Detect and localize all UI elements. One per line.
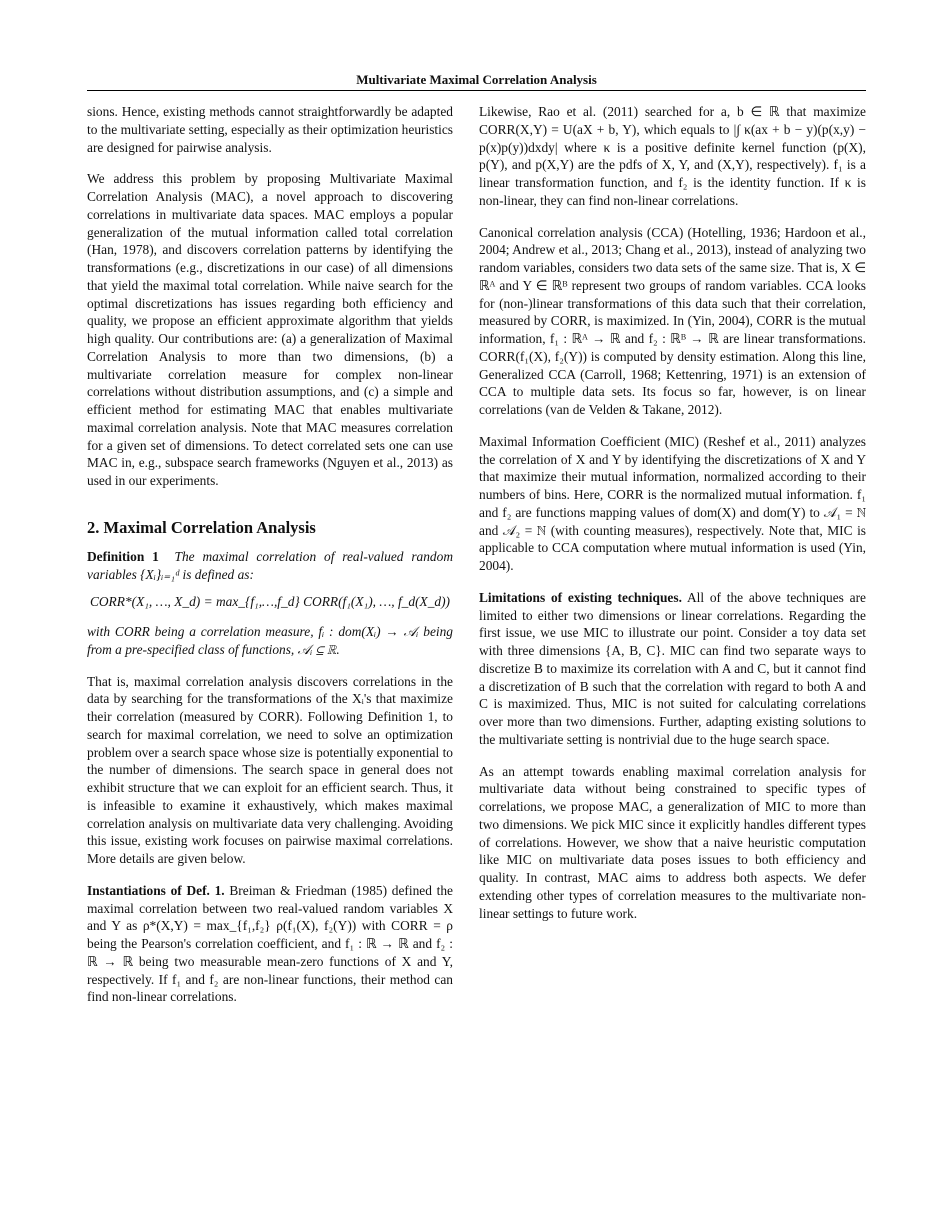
definition-label: Definition 1 (87, 548, 159, 564)
paragraph (87, 882, 453, 1006)
paragraph: sions. Hence, existing methods cannot straightforwardly be adapted to the multivariate setting, especially as their optimization heuristics are designed for pairwise analysis. (87, 104, 453, 155)
paragraph: Canonical correlation analysis (CCA) (Hotelling, 1936; Hardoon et al., 2004; Andrew et al., 2013; Chang et al., 2013), instead of analyzing two random variables, considers two data sets of the same size. That is, X ∈ ℝᴬ and Y ∈ ℝᴮ represent two groups of random variables. CCA looks for (non-)linear transformations of this data such that their correlation, measured by CORR, is maximized. In (Yin, 2004), CORR is the mutual information, f₁ : ℝᴬ → ℝ and f₂ : ℝᴮ → ℝ are linear transformations. CORR(f₁(X), f₂(Y)) is computed by density estimation. Along this line, Generalized CCA (Carroll, 1968; Kettenring, 1971) is an extension of CCA to multiple data sets. Its focus so far, however, is on linear correlations (van de Velden & Takane, 2012). (479, 224, 866, 417)
paragraph-text: All of the above techniques are limited to either two dimensions or linear correlations. Regarding the first issue, we use MIC to illustrate our point. Consider a toy data set with three dimensions {A, B, C}. MIC can find two separate ways to discretize B to maximize its correlation with A and C, but it cannot find a discretization of B such that the correlation with regard to both A and C is maximized. Thus, MIC is not suited for calculating correlations over more than two dimensions. Further, adapting existing solutions to the multivariate setting is nontrivial due to the huge search space. (479, 589, 866, 747)
run-in-heading: Limitations of existing techniques. (479, 589, 682, 605)
paragraph (479, 589, 866, 749)
paragraph: That is, maximal correlation analysis discovers correlations in the data by searching for the transformations of the Xᵢ's that maximize their correlation (measured by CORR). Following Definition 1, to search for maximal correlation, we need to solve an optimization problem over a search space whose size is potentially exponential to the number of dimensions. The search space in general does not exhibit structure that we can exploit for an efficient search. Thus, it is infeasible to examine it exhaustively, which makes maximal correlation analysis on multivariate data very challenging. Avoiding this issue, existing work focuses on pairwise maximal correlations. More details are given below. (87, 673, 453, 866)
definition-1 (87, 548, 453, 584)
paragraph: We address this problem by proposing Multivariate Maximal Correlation Analysis (MAC), a novel approach to discovering correlations in multivariate data spaces. MAC employs a popular generalization of the mutual information called total correlation (Han, 1978), and discovers correlation patterns by identifying the transformations (e.g., discretizations in our case) of all dimensions that yield the maximal total correlation. While naive search for the optimal discretizations has issues regarding both efficiency and quality, we propose an efficient approximate algorithm that yields high quality. Our contributions are: (a) a generalization of Maximal Correlation Analysis to more than two dimensions, (b) a multivariate correlation measure for complex non-linear correlations without distribution assumptions, and (c) a simple and efficient method for estimating MAC that enables multivariate maximal correlation analysis. Note that MAC measures correlation for a given set of dimensions. To detect correlated sets one can use MAC in, e.g., subspace search frameworks (Nguyen et al., 2013) as used in our experiments. (87, 171, 453, 488)
definition-text: The maximal correlation of real-valued random variables {Xᵢ}ᵢ₌₁ᵈ is defined as: (87, 548, 453, 582)
right-column (479, 103, 866, 936)
header-rule (87, 90, 866, 91)
equation: CORR*(X₁, …, X_d) = max_{f₁,…,f_d} CORR(f₁(X₁), …, f_d(X_d)) (89, 594, 451, 610)
paragraph-text: Breiman & Friedman (1985) defined the maximal correlation between two real-valued random variables X and Y as ρ*(X,Y) = max_{f₁,f₂} ρ(f₁(X), f₂(Y)) with CORR = ρ being the Pearson's correlation coefficient, and f₁ : ℝ → ℝ and f₂ : ℝ → ℝ being two measurable mean-zero functions of X and Y, respectively. If f₁ and f₂ are non-linear functions, their method can find non-linear correlations. (87, 882, 453, 1005)
run-in-heading: Instantiations of Def. 1. (87, 882, 225, 898)
paragraph: Likewise, Rao et al. (2011) searched for a, b ∈ ℝ that maximize CORR(X,Y) = U(aX + b, Y), which equals to |∫ κ(ax + b − y)(p(x,y) − p(x)p(y))dxdy| where κ is a positive definite kernel function (p(X), p(Y), and p(X,Y) are the pdfs of X, Y, and (X,Y), respectively). f₁ is a linear transformation function, and f₂ is the identity function. If κ is non-linear, they can find non-linear correlations. (479, 104, 866, 208)
definition-after: with CORR being a correlation measure, fᵢ : dom(Xᵢ) → 𝒜ᵢ being from a pre-specified class of functions, 𝒜ᵢ ⊆ ℝ. (87, 624, 453, 657)
paragraph: As an attempt towards enabling maximal correlation analysis for multivariate data without being constrained to specific types of correlations, we propose MAC, a generalization of MIC to more than two dimensions. We pick MIC since it explicitly handles different types of correlations. However, we show that a naive heuristic computation like MIC on multivariate data poses issues to both efficiency and quality. In contrast, MAC aims to address both aspects. We defer extending other types of correlation measures to the multivariate non-linear settings to future work. (479, 763, 866, 921)
left-column (87, 103, 453, 1020)
section-heading: 2. Maximal Correlation Analysis (87, 517, 316, 537)
running-header: Multivariate Maximal Correlation Analysis (356, 72, 597, 87)
paragraph: Maximal Information Coefficient (MIC) (Reshef et al., 2011) analyzes the correlation of X and Y by identifying the discretizations of X and Y that maximize their mutual information, normalized according to their numbers of bins. Here, CORR is the normalized mutual information. f₁ and f₂ are functions mapping values of dom(X) and dom(Y) to 𝒜₁ = ℕ and 𝒜₂ = ℕ (with counting measures), respectively. Note that, MIC is applicable to CCA computation where mutual information is used (Yin, 2004). (479, 433, 866, 573)
